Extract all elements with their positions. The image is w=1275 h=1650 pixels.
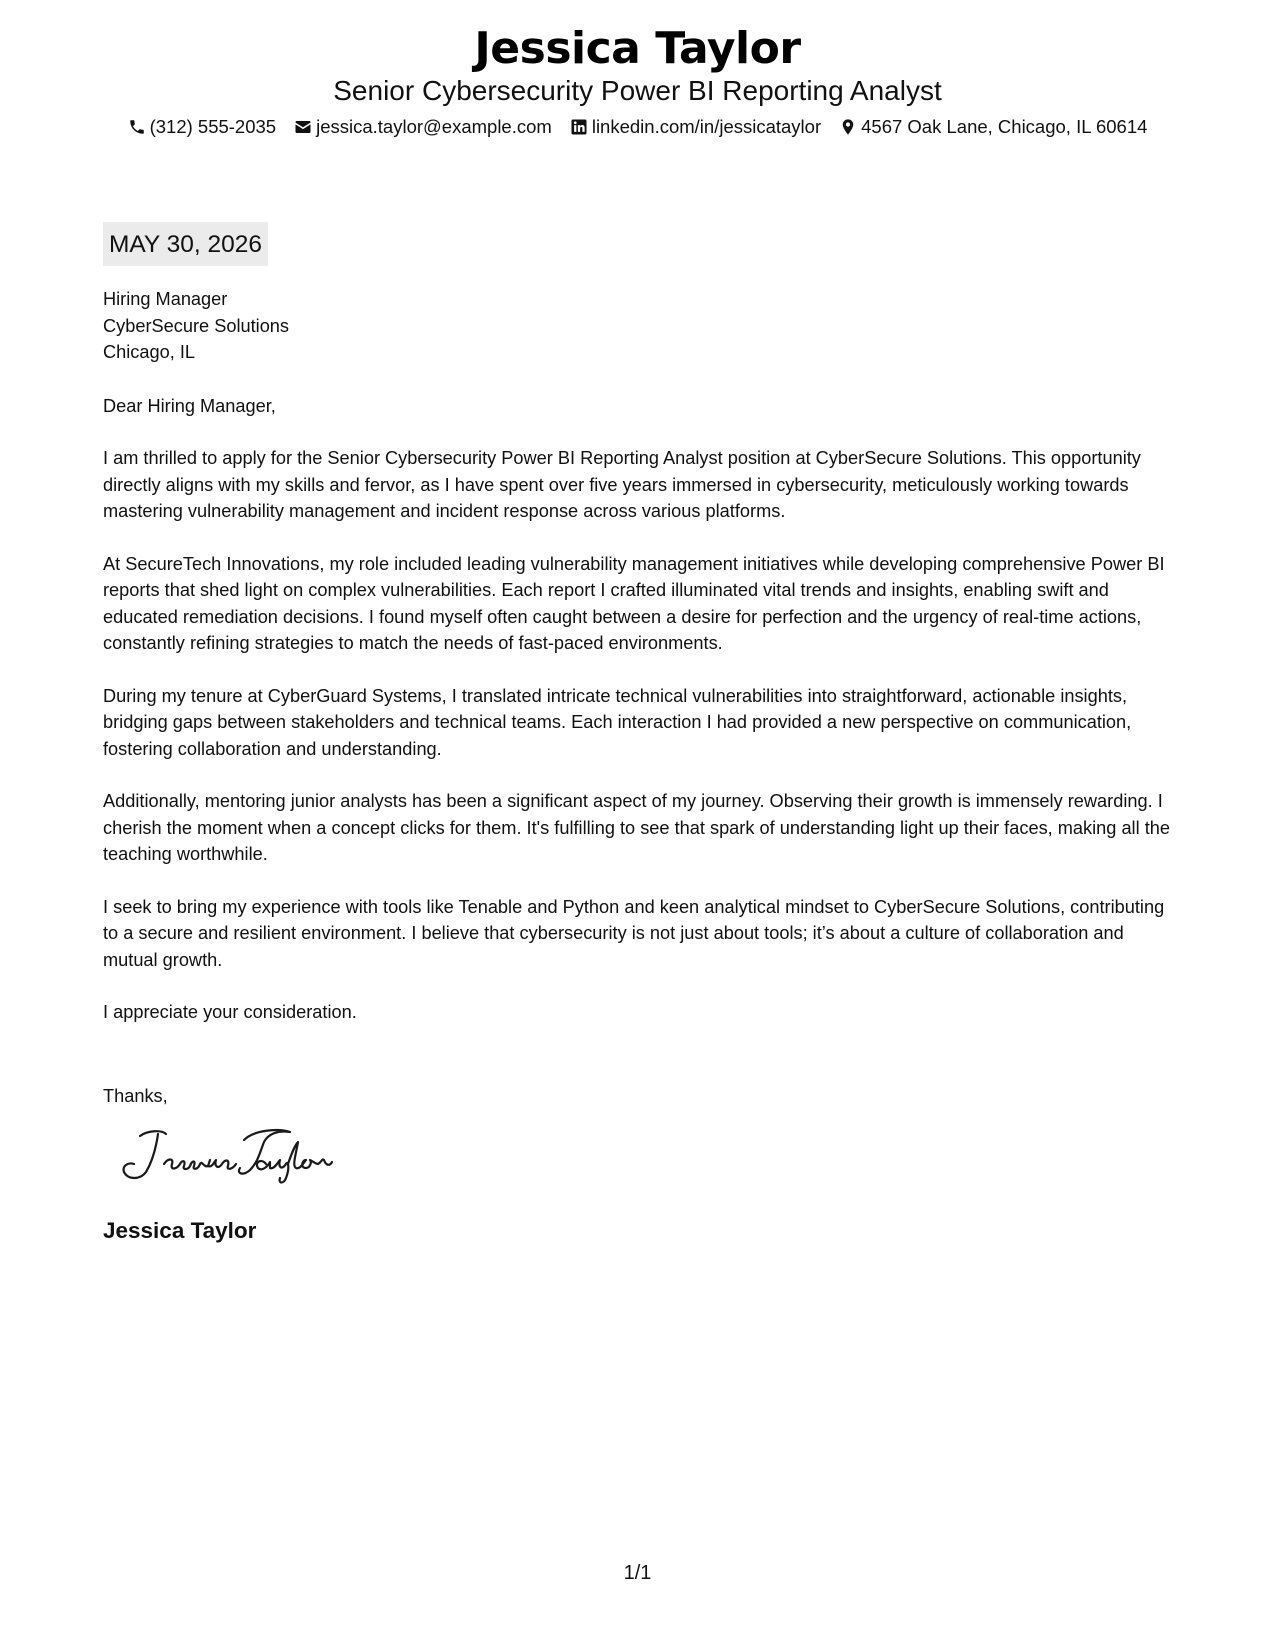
contact-linkedin — [570, 114, 821, 140]
linkedin-icon — [570, 118, 588, 136]
recipient-line: Hiring Manager — [103, 289, 228, 309]
applicant-name: Jessica Taylor — [474, 23, 801, 74]
closing-line: I appreciate your consideration. — [103, 1002, 357, 1022]
letter-body — [103, 286, 1183, 1026]
contact-email — [294, 114, 552, 140]
handwritten-signature — [118, 1122, 358, 1192]
body-paragraph: I am thrilled to apply for the Senior Cybersecurity Power BI Reporting Analyst position at CyberSecure Solutions. This opportunity directly aligns with my skills and fervor, as I have spent over five years immersed in cybersecurity, meticulously working towards mastering vulnerability management and incident response across various platforms. — [103, 448, 1141, 521]
phone-icon — [128, 118, 146, 136]
contact-phone — [128, 114, 277, 140]
body-paragraph: I seek to bring my experience with tools like Tenable and Python and keen analytical mindset to CyberSecure Solutions, contributing to a secure and resilient environment. I believe that cybersecurity is not just about tools; it’s about a culture of collaboration and mutual growth. — [103, 896, 1165, 970]
signer-name: Jessica Taylor — [103, 1218, 257, 1243]
recipient-line: Chicago, IL — [103, 342, 196, 362]
signoff: Thanks, — [103, 1086, 168, 1106]
contact-address — [839, 114, 1147, 140]
contact-bar — [0, 114, 1275, 140]
body-paragraph: At SecureTech Innovations, my role included leading vulnerability management initiatives while developing comprehensive Power BI reports that shed light on complex vulnerabilities. Each report I crafted illuminated vital trends and insights, enabling swift and educated remediation decisions. I found myself often caught between a desire for perfection and the urgency of real-time actions, constantly refining strategies to match the needs of fast-paced environments. — [103, 553, 1165, 653]
salutation: Dear Hiring Manager, — [103, 395, 276, 416]
body-paragraph: During my tenure at CyberGuard Systems, I translated intricate technical vulnerabilities into straightforward, actionable insights, bridging gaps between stakeholders and technical teams. Each interaction I had provided a new perspective on communication, fostering collaboration and understanding. — [103, 685, 1132, 759]
phone-text: (312) 555-2035 — [149, 116, 277, 137]
body-paragraph: Additionally, mentoring junior analysts has been a significant aspect of my journey. Observing their growth is immensely rewarding. I cherish the moment when a concept clicks for them. It's fulfilling to see that spark of understanding light up their faces, making all the teaching worthwhile. — [103, 791, 1170, 864]
address-text: 4567 Oak Lane, Chicago, IL 60614 — [861, 116, 1148, 137]
page-number: 1/1 — [623, 1562, 652, 1584]
recipient-block — [103, 286, 1183, 366]
map-pin-icon — [839, 118, 857, 136]
letter-date: MAY 30, 2026 — [103, 222, 268, 266]
applicant-title: Senior Cybersecurity Power BI Reporting Analyst — [333, 75, 942, 106]
letter-header — [0, 22, 1275, 140]
email-text: jessica.taylor@example.com — [316, 116, 552, 137]
linkedin-text: linkedin.com/in/jessicataylor — [591, 116, 822, 137]
recipient-line: CyberSecure Solutions — [103, 315, 290, 336]
envelope-icon — [294, 118, 312, 136]
